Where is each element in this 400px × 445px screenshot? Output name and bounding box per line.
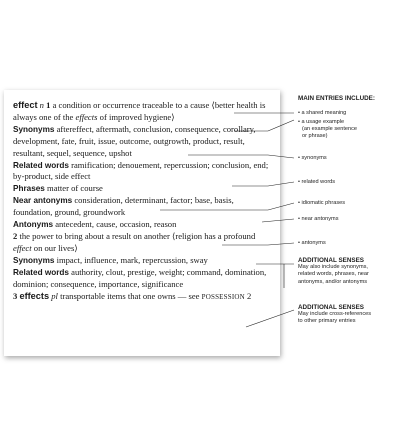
sense-2-definition: 2 the power to bring about a result on another ⟨religion has a profound effect on our lives⟩ [13,230,256,253]
antonyms-list: antecedent, cause, occasion, reason [55,219,177,230]
sense-number: 1 [46,100,51,110]
antonyms-label: Antonyms [13,220,54,230]
leader-near-antonyms [262,219,294,222]
synonyms-label: Synonyms [13,255,55,265]
sense-3-word: effects [19,290,50,301]
annotation-additional-title: ADDITIONAL SENSES [298,257,365,264]
annotation-title: MAIN ENTRIES INCLUDE: [298,95,375,102]
definition-text: the power to bring about a result on another [19,230,170,241]
annotation-usage-line-1: • a usage example [298,119,345,125]
sense-number: 2 [13,230,18,241]
part-of-speech: n [39,100,44,110]
related-words-label: Related words [13,267,69,277]
annotation-usage-example [298,119,357,141]
sense-1-definition: effect n 1 a condition or occurrence traceable to a cause ⟨better health is always one of the effects of improved hygiene⟩ [13,100,266,122]
usage-example: better health is always one of the [13,100,266,122]
phrases-label: Phrases [13,184,45,194]
annotation-shared-meaning: • a shared meaning [298,110,347,116]
near-antonyms-label: Near antonyms [13,196,73,206]
near-antonyms-list: consideration, determinant, factor; base, basis, foundation, ground, groundwork [13,195,234,218]
annotation-additional-senses-2 [298,304,371,326]
definition-text: a condition or occurrence traceable to a cause [52,100,210,110]
annotation-additional-senses-1 [298,257,369,286]
leader-additional-senses-2 [246,310,294,327]
annotation-antonyms: • antonyms [298,240,326,246]
synonyms-list: impact, influence, mark, repercussion, sway [56,254,208,265]
usage-example-end: of improved hygiene [99,111,172,122]
related-words-list: ramification; denouement, repercussion; conclusion, end; by-product, side effect [13,159,269,182]
annotation-additional-title: ADDITIONAL SENSES [298,304,365,311]
annotation-usage-line-3: or phrase) [302,133,328,140]
usage-example-end: on our lives [33,242,75,253]
related-words-label: Related words [13,160,69,170]
sense-3-pos: pl [51,290,58,301]
usage-example: religion has a profound [175,230,256,241]
annotation-near-antonyms: • near antonyms [298,216,339,222]
leader-usage-example [234,120,294,131]
cross-reference-number: 2 [247,290,252,301]
usage-example-emphasis: effects [75,111,98,122]
annotation-additional-line-2: to other primary entries [298,318,356,325]
usage-example-emphasis: effect [13,242,32,253]
leader-related-words [232,182,294,186]
sense-number: 3 [13,290,18,301]
annotation-idiomatic-phrases: • idiomatic phrases [298,200,346,206]
annotation-usage-line-2: (an example sentence [302,126,358,133]
annotation-additional-line-2: related words, phrases, near [298,271,369,278]
headword: effect [13,100,38,110]
leader-antonyms [222,243,294,245]
definition-text: transportable items that one owns — see [60,290,200,301]
synonyms-label: Synonyms [13,124,55,134]
synonyms-list: aftereffect, aftermath, conclusion, consequence, corollary, development, fate, fruit, issue, outcome, outgrowth, product, result, resultant, sequel, sequence, upshot [13,123,256,158]
annotation-additional-line-3: antonyms, and/or antonyms [298,278,368,285]
cross-reference-link[interactable]: POSSESSION [201,292,245,301]
related-words-list: authority, clout, prestige, weight; command, domination, dominion; consequence, importance, significance [13,266,267,289]
leader-synonyms [188,155,294,158]
annotation-synonyms: • synonyms [298,155,327,161]
leader-idiomatic-phrases [160,203,294,210]
annotation-related-words: • related words [298,179,336,185]
annotation-additional-line-1: May include cross-references [298,311,372,318]
annotation-additional-line-1: May also include synonyms, [298,264,368,271]
phrases-list: matter of course [47,183,103,194]
annotation-main-entries [298,95,375,102]
